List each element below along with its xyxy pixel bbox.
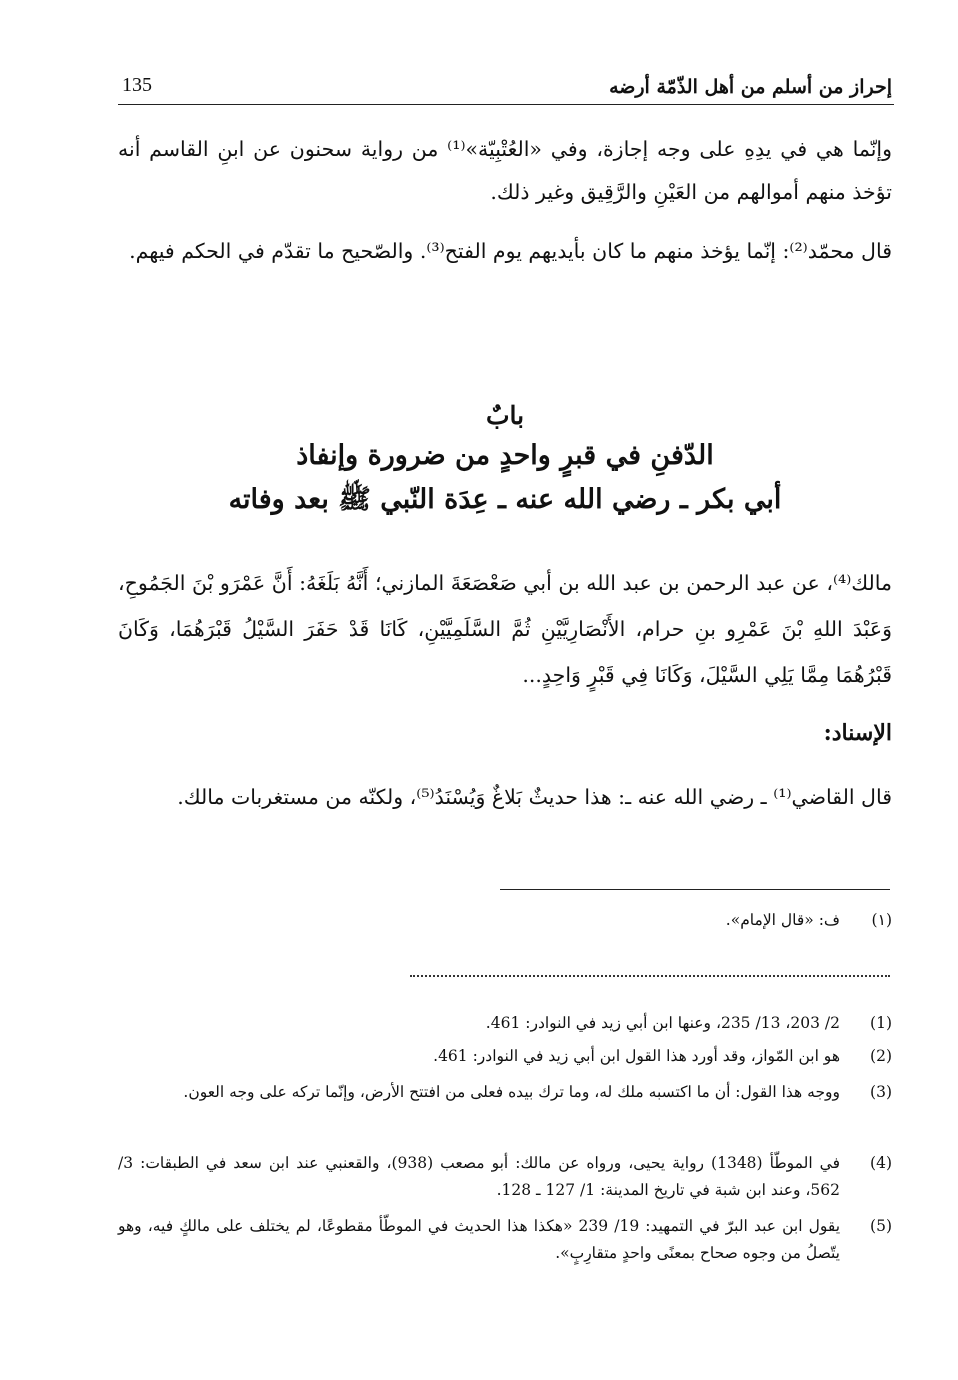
chapter-title-line-1: الدّفنِ في قبرٍ واحدٍ من ضرورة وإنفاذ bbox=[296, 440, 714, 471]
body-paragraph-2: قال محمّد⁽²⁾: إنّما يؤخذ منهم ما كان بأيديهم يوم الفتح⁽³⁾. والصّحيح ما تقدّم في الحكم فيهم. bbox=[129, 239, 892, 263]
footnote-item bbox=[118, 907, 892, 934]
footnote-item bbox=[118, 1213, 892, 1267]
footnote-number: (3) bbox=[870, 1083, 892, 1101]
commentary-paragraph: قال القاضي⁽¹⁾ ـ رضي الله عنه ـ: هذا حديثٌ بَلاغٌ وَيُسْنَدُ⁽⁵⁾، ولكنّه من مستغربات مالك. bbox=[177, 785, 892, 809]
footnote-number: (2) bbox=[870, 1047, 892, 1065]
footnote-item bbox=[118, 1043, 892, 1070]
footnote-number: (١) bbox=[871, 911, 892, 929]
footnote-text: ف: «قال الإمام». bbox=[725, 911, 840, 929]
footnote-text: هو ابن المّواز، وقد أورد هذا القول ابن أبي زيد في النوادر: 461. bbox=[433, 1047, 840, 1065]
footnote-item bbox=[118, 1010, 892, 1037]
footnote-text: في الموطّأ (1348) رواية يحيى، ورواه عن مالك: أبو مصعب (938)، والقعنبي عند ابن سعد في الطبقات: 3/ 562، وعند ابن شبة في تاريخ المدينة: 1/ 127 ـ 128. bbox=[118, 1154, 840, 1199]
body-paragraph-1: وإنّما هي في يدِهِ على وجه إجازة، وفي «العُتْبِيّة»⁽¹⁾ من رواية سحنون عن ابنِ القاسم أنه تؤخذ منهم أموالهم من العَيْنِ والرَّقِيق وغير ذلك. bbox=[118, 137, 893, 204]
chapter-heading bbox=[118, 398, 892, 522]
hadith-text: مالك⁽⁴⁾، عن عبد الرحمن بن عبد الله بن أبي صَعْصَعَةَ المازني؛ أَنَّهُ بَلَغَهُ: أَنَّ عَمْرَو بْنَ الجَمُوحِ، وَعَبْدَ اللهِ بْنَ عَمْرِو بنِ حرام، الأَنْصَارِيَّيْنِ ثُمَّ السَّلَمِيَّيْنِ، كَانَا قَدْ حَفَرَ السَّيْلُ قَبْرَهُمَا، وَكَانَ قَبْرُهُمَا مِمَّا يَلِي السَّيْلَ، وَكَانَا فِي قَبْرٍ وَاحِدٍ... bbox=[118, 571, 892, 687]
footnote-text: ووجه هذا القول: أن ما اكتسبه ملك له، وما ترك بيده فعلى من افتتح الأرض، وإنّما تركه على وجه العون. bbox=[183, 1083, 840, 1101]
footnote-item bbox=[118, 1150, 892, 1204]
footnote-number: (5) bbox=[870, 1217, 892, 1235]
footnote-divider bbox=[500, 889, 890, 890]
chapter-title-line-2: أبي بكر ـ رضي الله عنه ـ عِدَة النّبي ﷺ بعد وفاته bbox=[228, 484, 782, 515]
chapter-label: بابٌ bbox=[485, 401, 525, 430]
footnote-item bbox=[118, 1079, 892, 1106]
footnote-text: يقول ابن عبد البرّ في التمهيد: 19/ 239 «هكذا هذا الحديث في الموطّأ مقطوعًا، لم يختلف على مالكٍ فيه، وهو يتّصلُ من وجوه صحاح بمعنًى واحدٍ متقارِبٍ». bbox=[118, 1217, 841, 1262]
running-header-title: إحراز من أسلم من أهل الذّمّة أرضه bbox=[609, 76, 892, 98]
footnote-text: 2/ 203، 13/ 235، وعنها ابن أبي زيد في النوادر: 461. bbox=[485, 1014, 840, 1032]
header-divider bbox=[118, 104, 894, 105]
footnote-number: (4) bbox=[870, 1154, 892, 1172]
dotted-separator bbox=[410, 975, 890, 977]
isnad-heading: الإسناد: bbox=[823, 720, 892, 746]
page-number: 135 bbox=[122, 74, 152, 96]
footnote-number: (1) bbox=[870, 1014, 892, 1032]
